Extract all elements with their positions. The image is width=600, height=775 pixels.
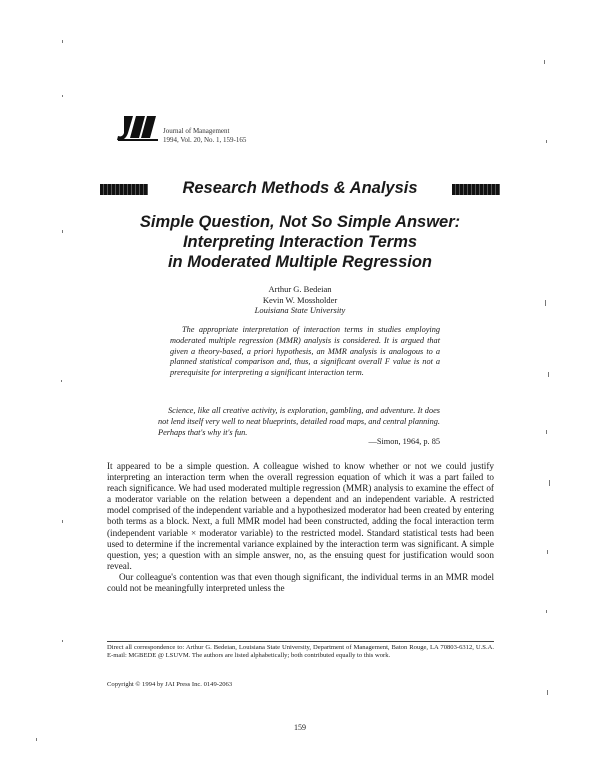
footnote-rule xyxy=(107,641,494,642)
title-line: Interpreting Interaction Terms xyxy=(182,233,418,251)
author-name: Kevin W. Mossholder xyxy=(262,294,338,305)
journal-citation: 1994, Vol. 20, No. 1, 159-165 xyxy=(163,136,247,144)
article-title xyxy=(60,212,540,272)
title-line: in Moderated Multiple Regression xyxy=(167,253,433,271)
title-line: Simple Question, Not So Simple Answer: xyxy=(139,213,461,231)
page-number: 159 xyxy=(294,723,306,732)
author-block xyxy=(150,284,450,316)
jai-press-logo xyxy=(116,112,160,144)
epigraph-citation: —Simon, 1964, p. 85 xyxy=(368,437,440,446)
journal-info xyxy=(163,127,246,145)
section-banner xyxy=(100,178,500,200)
banner-bar-right xyxy=(452,184,500,195)
copyright-notice: Copyright © 1994 by JAI Press Inc. 0149-2063 xyxy=(107,681,233,688)
epigraph-quote: Science, like all creative activity, is exploration, gambling, and adventure. It does not lend itself very well to neat blueprints, detailed road maps, and central planning. Perhaps that's why it's fun. xyxy=(158,406,440,437)
body-paragraph: It appeared to be a simple question. A colleague wished to know whether or not we could justify interpreting an interaction term when the overall regression equation of which it was a part failed to reach significance. We had used moderated multiple regression (MMR) analysis to examine the effect of a moderator variable on the relation between a dependent and an independent variable. A restricted model comprised of the independent variable and a hypothesized moderator had been created by entering both terms as a block. Next, a full MMR model had been constructed, adding the focal interaction term (independent variable × moderator variable) to the restricted model. Standard statistical tests had been used to determine if the incremental variance explained by the interaction term was significant. A simple question, yes; a question with an simple answer, no, as the ensuing quest for justification would soon reveal. xyxy=(107,461,494,571)
section-title: Research Methods & Analysis xyxy=(182,179,418,197)
author-name: Arthur G. Bedeian xyxy=(268,284,332,294)
abstract: The appropriate interpretation of interaction terms in studies employing moderated multiple regression (MMR) analysis is considered. It is argued that given a theory-based, a priori hypothesis, an MMR analysis is analogous to a planned statistical comparison and, thus, a significant overall F value is not a prerequisite for interpreting a significant interaction term. xyxy=(170,325,440,378)
body-paragraph: Our colleague's contention was that even though significant, the individual terms in an MMR model could not be meaningfully interpreted unless the xyxy=(107,571,494,594)
footnote: Direct all correspondence to: Arthur G. Bedeian, Louisiana State University, Department of Management, Baton Rouge, LA 70803-6312, U.S.A. E-mail: MGBEDE @ LSUVM. The authors are listed alphabetically; both contributed equally to this work. xyxy=(107,644,494,660)
journal-name: Journal of Management xyxy=(163,127,230,135)
body-text xyxy=(107,461,494,594)
author-affiliation: Louisiana State University xyxy=(254,305,346,315)
